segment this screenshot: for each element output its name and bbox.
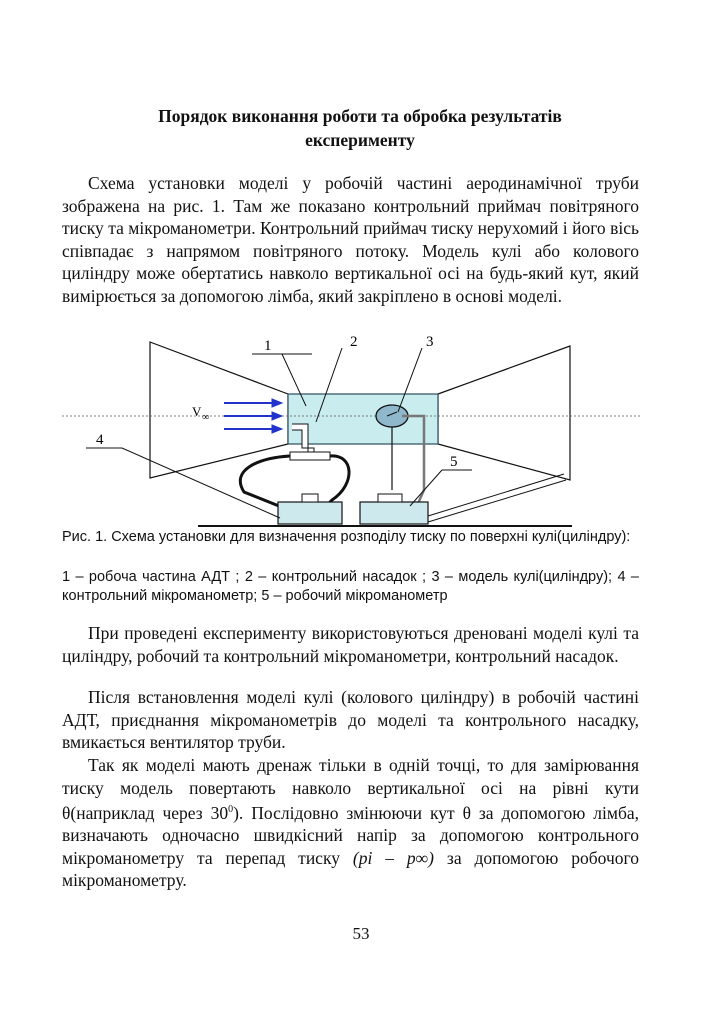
callout-3: 3 [426, 334, 434, 350]
control-tubing-2 [240, 456, 290, 508]
velocity-label: V [192, 404, 202, 419]
callout-4: 4 [96, 432, 104, 448]
degree-superscript: 0 [228, 804, 234, 815]
figure-legend: 1 – робоча частина АДТ ; 2 – контрольний насадок ; 3 – модель кулі(циліндру); 4 – контрольний мікроманометр; 5 – робочий мікроманометр [62, 569, 639, 604]
figure-caption: Рис. 1. Схема установки для визначення розподілу тиску по поверхні кулі(циліндру): [62, 529, 631, 545]
probe-base [290, 452, 330, 460]
page-number: 53 [352, 924, 370, 943]
working-section [288, 394, 438, 444]
pressure-difference-formula: (pi – p∞) [352, 847, 434, 868]
callout-5: 5 [450, 454, 458, 470]
control-tubing [324, 456, 349, 508]
body-paragraph-3 [62, 754, 639, 892]
callout-1: 1 [264, 338, 272, 354]
working-micromanometer [360, 502, 428, 524]
inclined-tube [428, 474, 566, 522]
paragraph-3-part-1: Так як моделі мають дренаж тільки в одній точці, то для замірювання тиску модель повертають навколо вертикальної осі на рівні кути θ(наприклад через 30 [62, 755, 639, 823]
section-heading [60, 104, 660, 152]
tunnel-diffuser [438, 346, 570, 480]
heading-line-2: експерименту [305, 130, 415, 150]
flow-arrows [224, 399, 282, 433]
setup-diagram [62, 330, 642, 530]
control-micromanometer [278, 502, 342, 524]
working-manometer-cap [378, 494, 402, 502]
body-paragraph-2: Після встановлення моделі кулі (колового циліндру) в робочій частині АДТ, приєднання мікроманометрів до моделі та контрольного насадку, вмикається вентилятор труби. [62, 687, 639, 752]
callout-2: 2 [350, 334, 358, 350]
body-paragraph-1: При проведені експерименту використовуються дреновані моделі кулі та циліндру, робочий та контрольний мікроманометри, контрольний насадок. [62, 623, 639, 666]
paragraph-3-part-3: за допомогою робочого мікроманометру. [62, 847, 640, 891]
tunnel-nozzle [150, 342, 288, 478]
control-manometer-cap [302, 494, 318, 502]
heading-line-1: Порядок виконання роботи та обробка результатів [158, 106, 562, 126]
intro-paragraph: Схема установки моделі у робочій частині аеродинамічної труби зображена на рис. 1. Там же показано контрольний приймач повітряного тиску та мікроманометри. Контрольний приймач тиску нерухомий і його вісь співпадає з напрямом повітряного потоку. Модель кулі або колового циліндру може обертатись навколо вертикальної осі на будь-який кут, який вимірюється за допомогою лімба, який закріплено в основі моделі. [62, 173, 639, 306]
paragraph-3-part-2: ). Послідовно змінюючи кут θ за допомогою лімба, визначають одночасно швидкісний напір за допомогою контрольного мікроманометру та перепад тиску [62, 802, 639, 868]
velocity-subscript: ∞ [202, 412, 210, 423]
